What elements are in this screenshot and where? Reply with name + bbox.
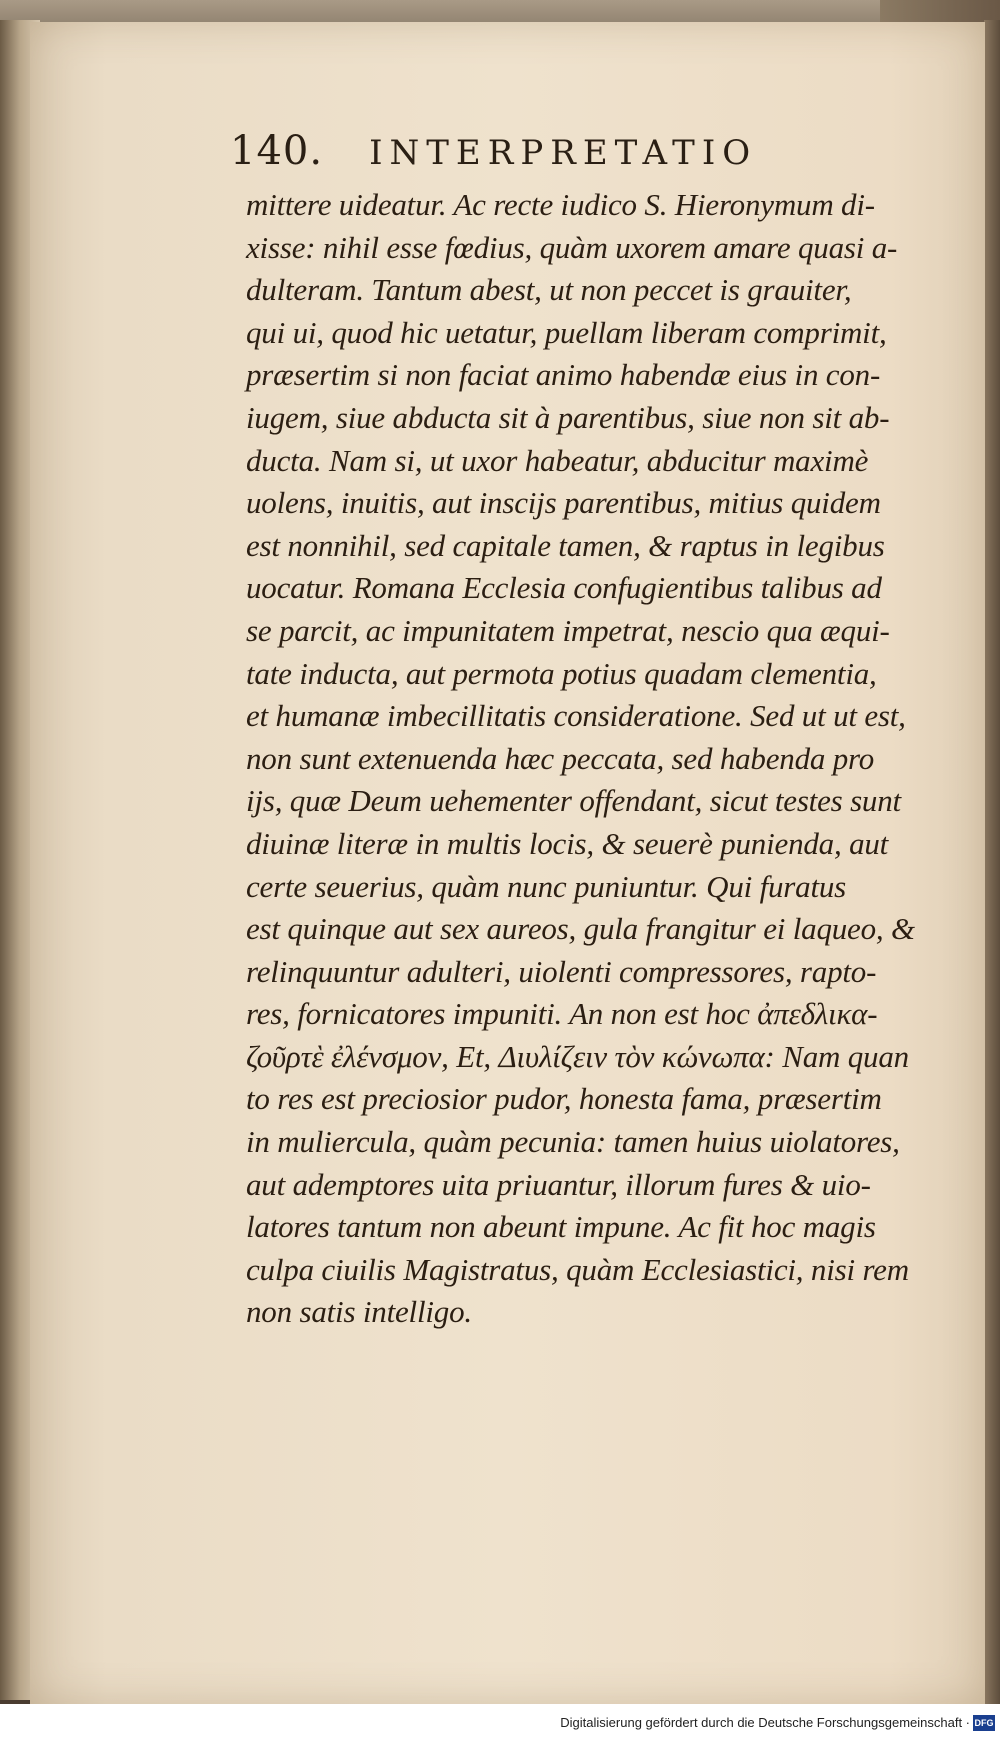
text-line: est nonnihil, sed capitale tamen, & raptus in legibus (246, 527, 885, 563)
text-line: res, fornicatores impuniti. An non est hoc ἀπεδλικα- (246, 996, 878, 1032)
text-line: dulteram. Tantum abest, ut non peccet is grauiter, (246, 272, 852, 308)
running-title: INTERPRETATIO (369, 133, 758, 173)
text-line: mittere uideatur. Ac recte iudico S. Hieronymum di- (246, 187, 875, 222)
body-text (246, 184, 946, 1334)
text-line: relinquuntur adulteri, uiolenti compressores, rapto- (246, 953, 877, 989)
text-line: ijs, quæ Deum uehementer offendant, sicut testes sunt (246, 783, 901, 819)
text-line: tate inducta, aut permota potius quadam clementia, (246, 655, 877, 691)
dfg-logo: DFG (973, 1715, 995, 1731)
text-line: aut ademptores uita priuantur, illorum fures & uio- (246, 1166, 871, 1202)
text-line: iugem, siue abducta sit à parentibus, siue non sit ab- (246, 399, 890, 435)
book-fore-edge (984, 20, 1000, 1705)
text-line: uocatur. Romana Ecclesia confugientibus talibus ad (246, 570, 882, 606)
text-line: et humanæ imbecillitatis consideratione. Sed ut ut est, (246, 698, 906, 734)
text-line: uolens, inuitis, aut inscijs parentibus, mitius quidem (246, 485, 881, 521)
text-line: non satis intelligo. (246, 1294, 472, 1330)
text-line: se parcit, ac impunitatem impetrat, nescio qua æqui- (246, 612, 890, 648)
text-line: qui ui, quod hic uetatur, puellam liberam comprimit, (246, 314, 887, 350)
text-line: latores tantum non abeunt impune. Ac fit hoc magis (246, 1209, 876, 1245)
page-number: 140. (230, 128, 324, 174)
text-line: to res est preciosior pudor, honesta fama, præsertim (246, 1081, 882, 1117)
page-header (230, 128, 850, 180)
digitization-note: Digitalisierung gefördert durch die Deutsche Forschungsgemeinschaft · (560, 1715, 970, 1730)
text-line: diuinæ literæ in multis locis, & seuerè punienda, aut (246, 825, 889, 861)
text-line: ζοῦρτὲ ἐλένσμον, Et, Διυλίζειν τὸν κώνωπα: Nam quan (246, 1038, 909, 1074)
digitization-footer (0, 1704, 1000, 1737)
text-line: culpa ciuilis Magistratus, quàm Ecclesiastici, nisi rem (246, 1251, 909, 1287)
text-line: non sunt extenuenda hæc peccata, sed habenda pro (246, 740, 875, 776)
text-line: ducta. Nam si, ut uxor habeatur, abducitur maximè (246, 442, 869, 478)
text-line: in muliercula, quàm pecunia: tamen huius uiolatores, (246, 1124, 900, 1160)
text-line: præsertim si non faciat animo habendæ eius in con- (246, 357, 881, 393)
text-line: certe seuerius, quàm nunc puniuntur. Qui furatus (246, 868, 847, 904)
text-line: xisse: nihil esse fœdius, quàm uxorem amare quasi a- (246, 229, 898, 265)
text-line: est quinque aut sex aureos, gula frangitur ei laqueo, & (246, 911, 915, 947)
